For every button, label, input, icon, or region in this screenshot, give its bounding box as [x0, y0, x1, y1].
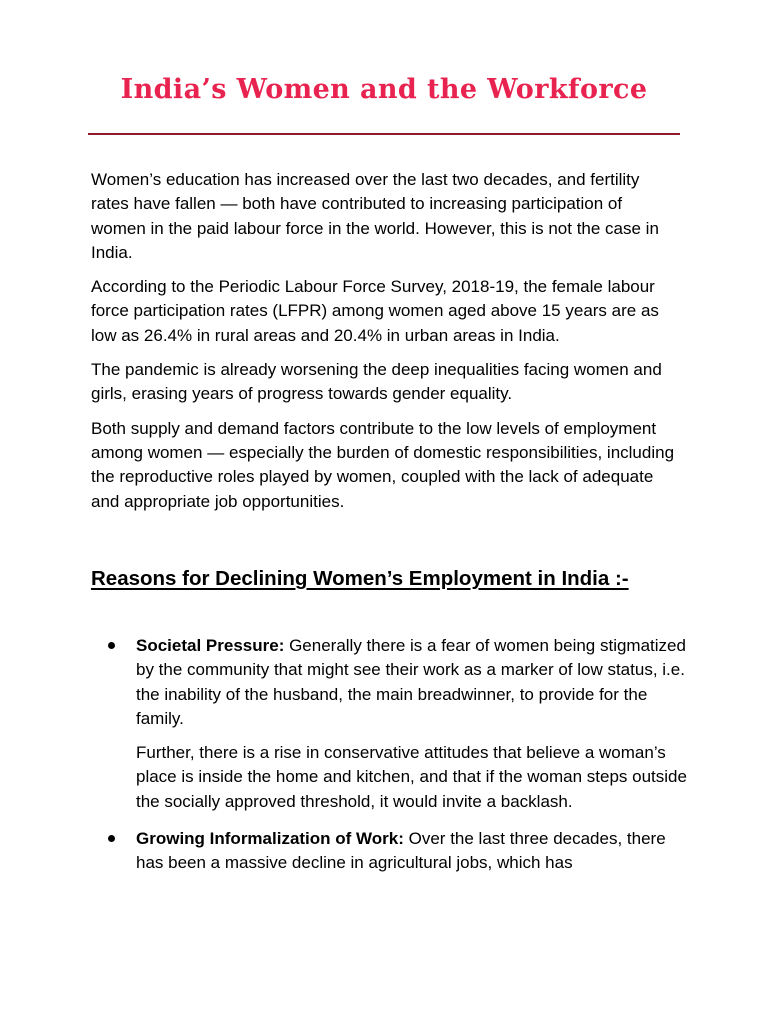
intro-paragraph-3: The pandemic is already worsening the deep inequalities facing women and girls, erasing years of progress towards gender equality.: [91, 360, 662, 404]
intro-paragraph-4: Both supply and demand factors contribute to the low levels of employment among women — especially the burden of domestic responsibilities, including the reproductive roles played by women, coupled with the lack of adequate and appropriate job opportunities.: [91, 418, 675, 511]
list-item-text: [136, 634, 688, 731]
list-item-label: Societal Pressure:: [136, 636, 285, 655]
list-item-body: Generally there is a fear of women being stigmatized by the community that might see their work as a marker of low status, i.e. the inability of the husband, the main breadwinner, to provide for the family.: [136, 636, 686, 728]
bullet-icon: [108, 642, 115, 649]
intro-paragraph-1: Women’s education has increased over the last two decades, and fertility rates have fallen — both have contributed to increasing participation of women in the paid labour force in the world. However, this is not the case in India.: [91, 170, 659, 262]
title-divider: [88, 133, 680, 135]
list-item-informalization: [108, 827, 688, 876]
intro-section: [91, 168, 681, 524]
list-item-label: Growing Informalization of Work:: [136, 829, 404, 849]
document-title: India’s Women and the Workforce: [120, 74, 648, 105]
intro-paragraph-2: According to the Periodic Labour Force Survey, 2018-19, the female labour force participation rates (LFPR) among women aged above 15 years are as low as 26.4% in rural areas and 20.4% in urban areas in India.: [91, 277, 659, 345]
reasons-list: [108, 634, 688, 889]
section-heading-reasons: Reasons for Declining Women’s Employment in India :-: [91, 567, 629, 590]
list-item-body: Over the last three decades, there has been a massive decline in agricultural jobs, which has: [136, 829, 666, 873]
list-item-text: [136, 827, 688, 876]
list-item-societal-pressure: [108, 634, 688, 814]
list-item-continuation: Further, there is a rise in conservative attitudes that believe a woman’s place is inside the home and kitchen, and that if the woman steps outside the socially approved threshold, it would invite a backlash.: [136, 743, 687, 811]
bullet-icon: [108, 835, 115, 842]
